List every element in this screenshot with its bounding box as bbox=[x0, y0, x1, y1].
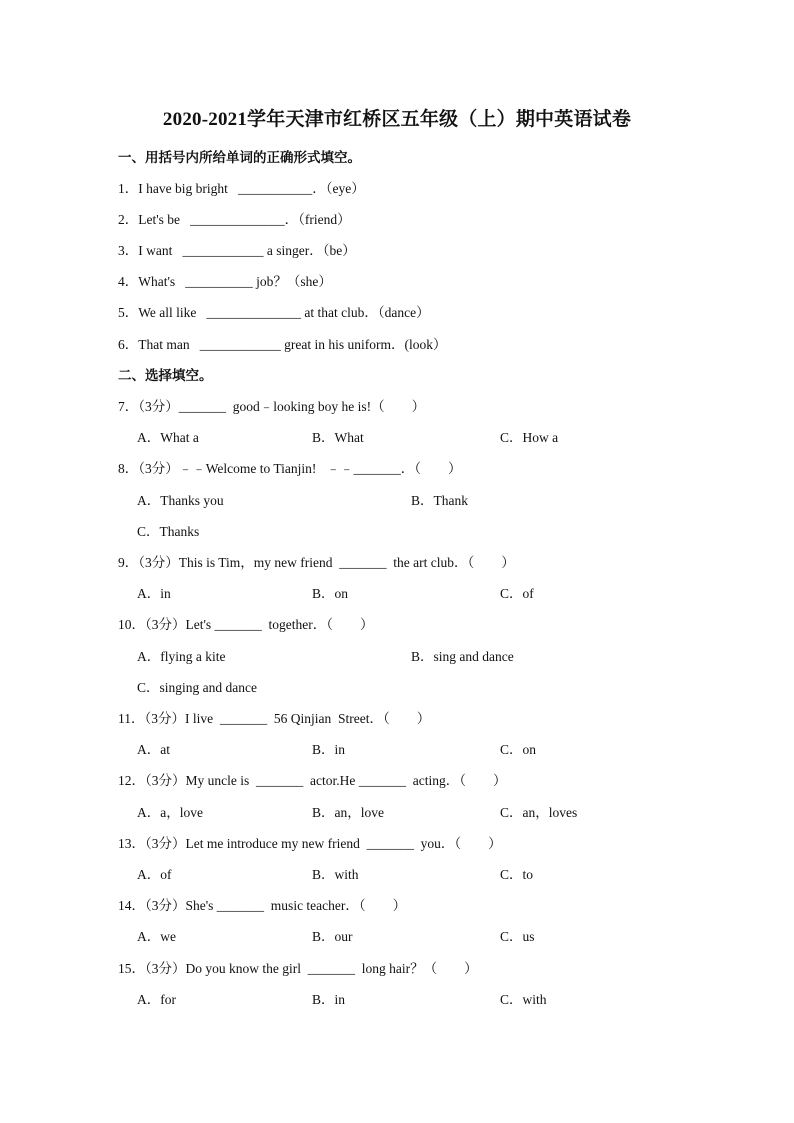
question-13-option-c: C．to bbox=[500, 867, 534, 882]
question-13-option-a: A．of bbox=[137, 867, 172, 882]
question-15-stem: 15．（3分）Do you know the girl _______ long hair？（ ） bbox=[118, 961, 478, 976]
question-7-stem: 7．（3分）_______ good﹣looking boy he is!（ ） bbox=[118, 399, 426, 414]
question-9-option-b: B．on bbox=[312, 586, 349, 601]
question-7-option-b: B．What bbox=[312, 430, 364, 445]
question-9-option-c: C．of bbox=[500, 586, 534, 601]
question-12-stem: 12．（3分）My uncle is _______ actor.He _______ acting．（ ） bbox=[118, 773, 507, 788]
question-13-option-b: B．with bbox=[312, 867, 359, 882]
fill-item-2: 2．Let's be ______________．（friend） bbox=[118, 212, 351, 227]
question-10-option-a: A．flying a kite bbox=[137, 649, 226, 664]
question-8-option-b: B．Thank bbox=[411, 493, 468, 508]
fill-item-5: 5．We all like ______________ at that club．（dance） bbox=[118, 305, 430, 320]
question-14-option-a: A．we bbox=[137, 929, 176, 944]
question-11-option-a: A．at bbox=[137, 742, 170, 757]
question-10-option-c: C．singing and dance bbox=[137, 680, 257, 695]
question-8-stem: 8．（3分）﹣﹣Welcome to Tianjin! ﹣﹣_______．（ ） bbox=[118, 461, 462, 476]
question-9-stem: 9．（3分）This is Tim，my new friend _______ the art club．（ ） bbox=[118, 555, 515, 570]
question-14-stem: 14．（3分）She's _______ music teacher．（ ） bbox=[118, 898, 407, 913]
question-7-option-a: A．What a bbox=[137, 430, 199, 445]
question-15-option-c: C．with bbox=[500, 992, 547, 1007]
question-7-option-c: C．How a bbox=[500, 430, 559, 445]
fill-item-6: 6．That man ____________ great in his uniform．(look） bbox=[118, 337, 447, 352]
question-12-option-b: B．an，love bbox=[312, 805, 384, 820]
question-12-option-c: C．an，loves bbox=[500, 805, 578, 820]
question-10-option-b: B．sing and dance bbox=[411, 649, 514, 664]
exam-title: 2020-2021学年天津市红桥区五年级（上）期中英语试卷 bbox=[162, 109, 632, 130]
question-10-stem: 10．（3分）Let's _______ together．（ ） bbox=[118, 617, 374, 632]
question-12-option-a: A．a，love bbox=[137, 805, 203, 820]
question-11-option-c: C．on bbox=[500, 742, 537, 757]
question-11-option-b: B．in bbox=[312, 742, 346, 757]
question-15-option-b: B．in bbox=[312, 992, 346, 1007]
question-9-option-a: A．in bbox=[137, 586, 171, 601]
question-14-option-c: C．us bbox=[500, 929, 535, 944]
question-13-stem: 13．（3分）Let me introduce my new friend _______ you．（ ） bbox=[118, 836, 502, 851]
question-8-option-a: A．Thanks you bbox=[137, 493, 224, 508]
question-8-option-c: C．Thanks bbox=[137, 524, 200, 539]
question-11-stem: 11．（3分）I live _______ 56 Qinjian Street．（ ） bbox=[118, 711, 431, 726]
section-2-heading: 二、选择填空。 bbox=[118, 368, 213, 384]
fill-item-1: 1．I have big bright ___________．（eye） bbox=[118, 181, 365, 196]
fill-item-3: 3．I want ____________ a singer．（be） bbox=[118, 243, 356, 258]
question-14-option-b: B．our bbox=[312, 929, 353, 944]
question-15-option-a: A．for bbox=[137, 992, 176, 1007]
section-1-heading: 一、用括号内所给单词的正确形式填空。 bbox=[118, 150, 361, 166]
fill-item-4: 4．What's __________ job？（she） bbox=[118, 274, 332, 289]
